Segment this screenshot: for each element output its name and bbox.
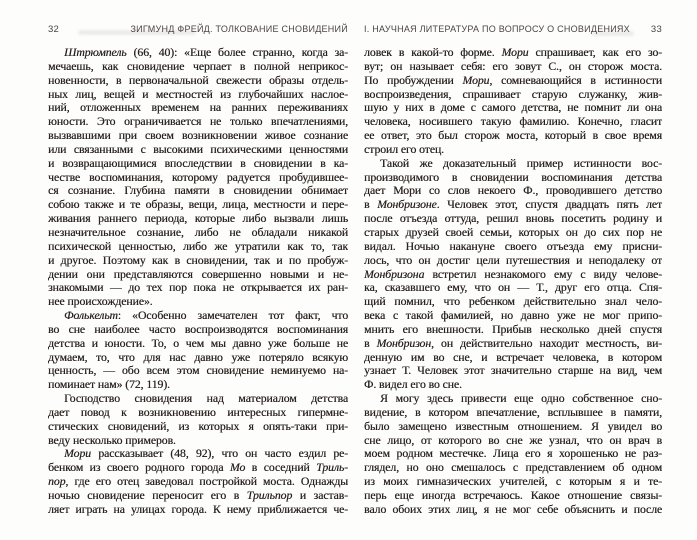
roman-text: после отъезда оттуда, решил вновь посетить родину и: [364, 212, 662, 226]
text-line: [48, 309, 348, 323]
roman-text: строил его отец.: [364, 142, 444, 156]
text-line: [364, 46, 662, 60]
text-line: [364, 88, 662, 102]
roman-text: ночью сновидение переносит его в: [48, 489, 247, 502]
paragraph: [48, 46, 348, 309]
text-line: [364, 503, 662, 517]
text-line: [364, 323, 662, 337]
roman-text: ее ответ, это был сторож моста, который в свое время: [364, 129, 662, 143]
roman-text: старых друзей своей семьи, которых он до сих пор не: [364, 225, 662, 239]
roman-text: детства и юности. То, о чем мы давно уже больше не: [48, 336, 348, 350]
roman-text: Господство сновидения над материалом детства: [64, 392, 348, 406]
text-line: [364, 115, 662, 129]
roman-text: глядел, но оно смешалось с представлением об одном: [364, 461, 662, 475]
italic-text: Монбризоне: [377, 198, 437, 212]
roman-text: перь еще иногда встречаюсь. Какое отношение связы-: [364, 489, 662, 502]
roman-text: , он действительно находит местность, ви-: [430, 336, 662, 350]
text-line: [48, 364, 348, 378]
text-line: [48, 226, 348, 240]
roman-text: в: [364, 336, 377, 350]
text-line: [364, 281, 662, 295]
roman-text: лось, что он достиг цели путешествия и неподалеку от: [364, 253, 662, 267]
text-line: [364, 198, 662, 212]
left-page: [48, 24, 348, 517]
text-line: [364, 268, 662, 282]
text-line: [48, 254, 348, 268]
text-line: [364, 226, 662, 240]
roman-text: Я могу здесь привести еще одно собственное сно-: [380, 392, 662, 406]
text-line: [48, 489, 348, 503]
text-line: [364, 254, 662, 268]
text-line: [364, 240, 662, 254]
italic-text: Мори: [501, 46, 529, 59]
text-line: [48, 295, 348, 309]
roman-text: дает повод к возникновению интересных гипермне-: [48, 405, 348, 419]
text-line: [364, 309, 662, 323]
italic-text: Мори: [64, 447, 91, 461]
right-page-header: [364, 24, 662, 36]
roman-text: видал. Ночью накануне своего отъезда ему присни-: [364, 239, 662, 253]
text-line: [48, 281, 348, 295]
italic-text: пор: [48, 475, 66, 489]
roman-text: ка, сказавшего ему, что он — Т., друг его отца. Спя-: [364, 281, 662, 295]
paragraph: [364, 157, 662, 392]
italic-text: Фолькельт: [64, 309, 118, 323]
roman-text: ся сознание. Глубина памяти в сновидении обнимает: [48, 184, 348, 198]
roman-text: Ф. видел его во сне.: [364, 378, 462, 392]
roman-text: и застав-: [292, 489, 348, 502]
text-line: [48, 171, 348, 185]
roman-text: ных лиц, вещей и местностей из глубочайших наслое-: [48, 87, 348, 101]
roman-text: вут; он называет себя: его зовут С., он сторож моста.: [364, 59, 662, 73]
text-line: [364, 489, 662, 503]
roman-text: сне лицо, от которого во сне же узнал, что он врач в: [364, 433, 662, 447]
roman-text: стических сновидений, из которых я опять-таки при-: [48, 419, 348, 433]
text-line: [48, 115, 348, 129]
italic-text: Монбризона: [364, 267, 425, 281]
left-running-head: ЗИГМУНД ФРЕЙД. ТОЛКОВАНИЕ СНОВИДЕНИЙ: [130, 24, 348, 34]
roman-text: : «Особенно замечателен тот факт, что: [117, 309, 348, 323]
roman-text: встретил незнакомого ему с виду челове-: [424, 267, 662, 281]
text-line: [364, 434, 662, 448]
text-line: [364, 406, 662, 420]
roman-text: . Человек этот, спустя двадцать пять лет: [436, 198, 662, 212]
roman-text: веду несколько примеров.: [48, 433, 176, 447]
text-line: [48, 351, 348, 365]
text-line: [48, 129, 348, 143]
roman-text: мечаешь, как сновидение черпает в полной неприкос-: [48, 59, 348, 73]
roman-text: юности. Это ограничивается не только впечатлениями,: [48, 115, 348, 129]
italic-text: Трильпор: [246, 489, 293, 502]
paragraph: [48, 309, 348, 392]
text-line: [48, 503, 348, 517]
text-line: [364, 461, 662, 475]
roman-text: дает Мори со слов некоего Ф., проводившего детство: [364, 184, 662, 198]
roman-text: психической ценностью, либо же утратили как то, так: [48, 239, 348, 253]
text-line: [48, 420, 348, 434]
italic-text: Мо: [229, 461, 246, 475]
text-line: [48, 406, 348, 420]
roman-text: рассказывает (48, 92), что он часто ездил ре-: [90, 447, 348, 461]
paragraph: [364, 392, 662, 517]
text-line: [48, 101, 348, 115]
roman-text: незначительное сознание, либо не обладали никакой: [48, 225, 348, 239]
roman-text: поминает нам» (72, 119).: [48, 378, 170, 392]
text-line: [48, 240, 348, 254]
roman-text: во сне наиболее часто воспроизводятся воспоминания: [48, 322, 348, 336]
text-line: [48, 392, 348, 406]
roman-text: в: [364, 198, 378, 212]
roman-text: производимого в сновидении воспоминания детства: [364, 170, 662, 184]
roman-text: (66, 40): «Еще более странно, когда за-: [126, 46, 348, 59]
roman-text: вызвавшими при своем возникновении живое сознание: [48, 129, 348, 143]
roman-text: моем родном местечке. Лица его я хорошенько не раз-: [364, 447, 662, 461]
text-line: [48, 475, 348, 489]
roman-text: узнает Т. Человек этот значительно старше на вид, чем: [364, 364, 662, 378]
roman-text: шую у них в доме с самого детства, не помнит ли она: [364, 101, 662, 115]
roman-text: вало обоих этих лиц, я не мог себе объяснить и после: [364, 502, 662, 516]
italic-text: Триль-: [316, 461, 348, 475]
text-line: [48, 46, 348, 60]
page-body: [364, 46, 662, 517]
roman-text: знакомыми — до тех пор пока не открывается их ран-: [48, 281, 348, 295]
roman-text: щий помнил, что ребенком действительно знал чело-: [364, 295, 662, 309]
roman-text: человека, носившего такую фамилию. Конечно, гласит: [364, 115, 662, 129]
roman-text: собою также и те образы, вещи, лица, местности и пере-: [48, 198, 348, 212]
italic-text: Мори: [462, 73, 490, 87]
left-page-header: [48, 24, 348, 36]
roman-text: видение, в котором впечатление, всплывшее в памяти,: [364, 405, 662, 419]
text-line: [364, 392, 662, 406]
roman-text: ценность, — обо всем этом сновидение неминуемо на-: [48, 364, 348, 378]
paragraph: [48, 447, 348, 516]
text-line: [364, 157, 662, 171]
roman-text: спрашивает, как его зо-: [528, 46, 662, 59]
roman-text: , где его отец заведовал постройкой моста. Однажды: [65, 475, 348, 489]
roman-text: ловек в какой-то форме.: [364, 46, 502, 59]
italic-text: Монбризон: [376, 336, 431, 350]
text-line: [48, 461, 348, 475]
text-line: [48, 268, 348, 282]
roman-text: века с такой фамилией, но давно уже не мог припо-: [364, 309, 662, 323]
roman-text: дении они представляются совершенно новыми и не-: [48, 267, 348, 281]
roman-text: мнить его внешности. Прибыв несколько дней спустя: [364, 322, 662, 336]
text-line: [364, 171, 662, 185]
roman-text: честве воспоминания, которому радуется пробудившее-: [48, 170, 348, 184]
text-line: [364, 101, 662, 115]
roman-text: думаем, то, что для нас давно уже потеряло всякую: [48, 350, 348, 364]
text-line: [48, 378, 348, 392]
right-running-head: I. НАУЧНАЯ ЛИТЕРАТУРА ПО ВОПРОСУ О СНОВИДЕНИЯХ: [364, 24, 630, 34]
text-line: [364, 420, 662, 434]
text-line: [48, 323, 348, 337]
text-line: [364, 295, 662, 309]
text-line: [364, 212, 662, 226]
text-line: [48, 88, 348, 102]
text-line: [364, 143, 662, 157]
text-line: [364, 129, 662, 143]
italic-text: Штрюмпель: [64, 46, 127, 59]
text-line: [48, 337, 348, 351]
right-page-number: 33: [650, 24, 662, 35]
roman-text: было замещено известным отношением. Я увидел во: [364, 419, 662, 433]
text-line: [48, 60, 348, 74]
text-line: [48, 143, 348, 157]
roman-text: бенком из своего родного города: [48, 461, 230, 475]
text-line: [364, 337, 662, 351]
roman-text: нее происхождение».: [48, 295, 153, 309]
roman-text: По пробуждении: [364, 73, 463, 87]
roman-text: воспроизведения, спрашивает старую служанку, жив-: [364, 87, 662, 101]
text-line: [48, 157, 348, 171]
roman-text: , сомневающийся в истинности: [489, 73, 662, 87]
text-line: [364, 184, 662, 198]
text-line: [48, 184, 348, 198]
text-line: [364, 351, 662, 365]
roman-text: денную им во сне, и встречает человека, в котором: [364, 350, 662, 364]
page-body: [48, 46, 348, 517]
roman-text: из моих гимназических учителей, с которым я и те-: [364, 475, 662, 489]
paragraph: [364, 46, 662, 157]
roman-text: ний, отложенных временем на ранних переживаниях: [48, 101, 348, 115]
text-line: [48, 198, 348, 212]
text-line: [364, 60, 662, 74]
roman-text: ляет играть на улицах города. К нему приближается че-: [48, 502, 348, 516]
roman-text: живания раннего периода, которые либо вызвали лишь: [48, 212, 348, 226]
text-line: [48, 447, 348, 461]
text-line: [48, 212, 348, 226]
roman-text: новенности, в первоначальной свежести образы отдель-: [48, 73, 348, 87]
text-line: [48, 434, 348, 448]
text-line: [364, 378, 662, 392]
text-line: [364, 74, 662, 88]
text-line: [364, 364, 662, 378]
text-line: [48, 74, 348, 88]
roman-text: и возвращающимися впоследствии в сновидении в ка-: [48, 156, 348, 170]
left-page-number: 32: [48, 24, 60, 35]
text-line: [364, 447, 662, 461]
text-line: [364, 475, 662, 489]
roman-text: Такой же доказательный пример истинности вос-: [380, 156, 662, 170]
roman-text: или связанными с высокими психическими ценностями: [48, 142, 348, 156]
paragraph: [48, 392, 348, 447]
right-page: [364, 24, 662, 517]
roman-text: и другое. Поэтому как в сновидении, так и по пробуж-: [48, 253, 348, 267]
roman-text: в соседний: [245, 461, 317, 475]
